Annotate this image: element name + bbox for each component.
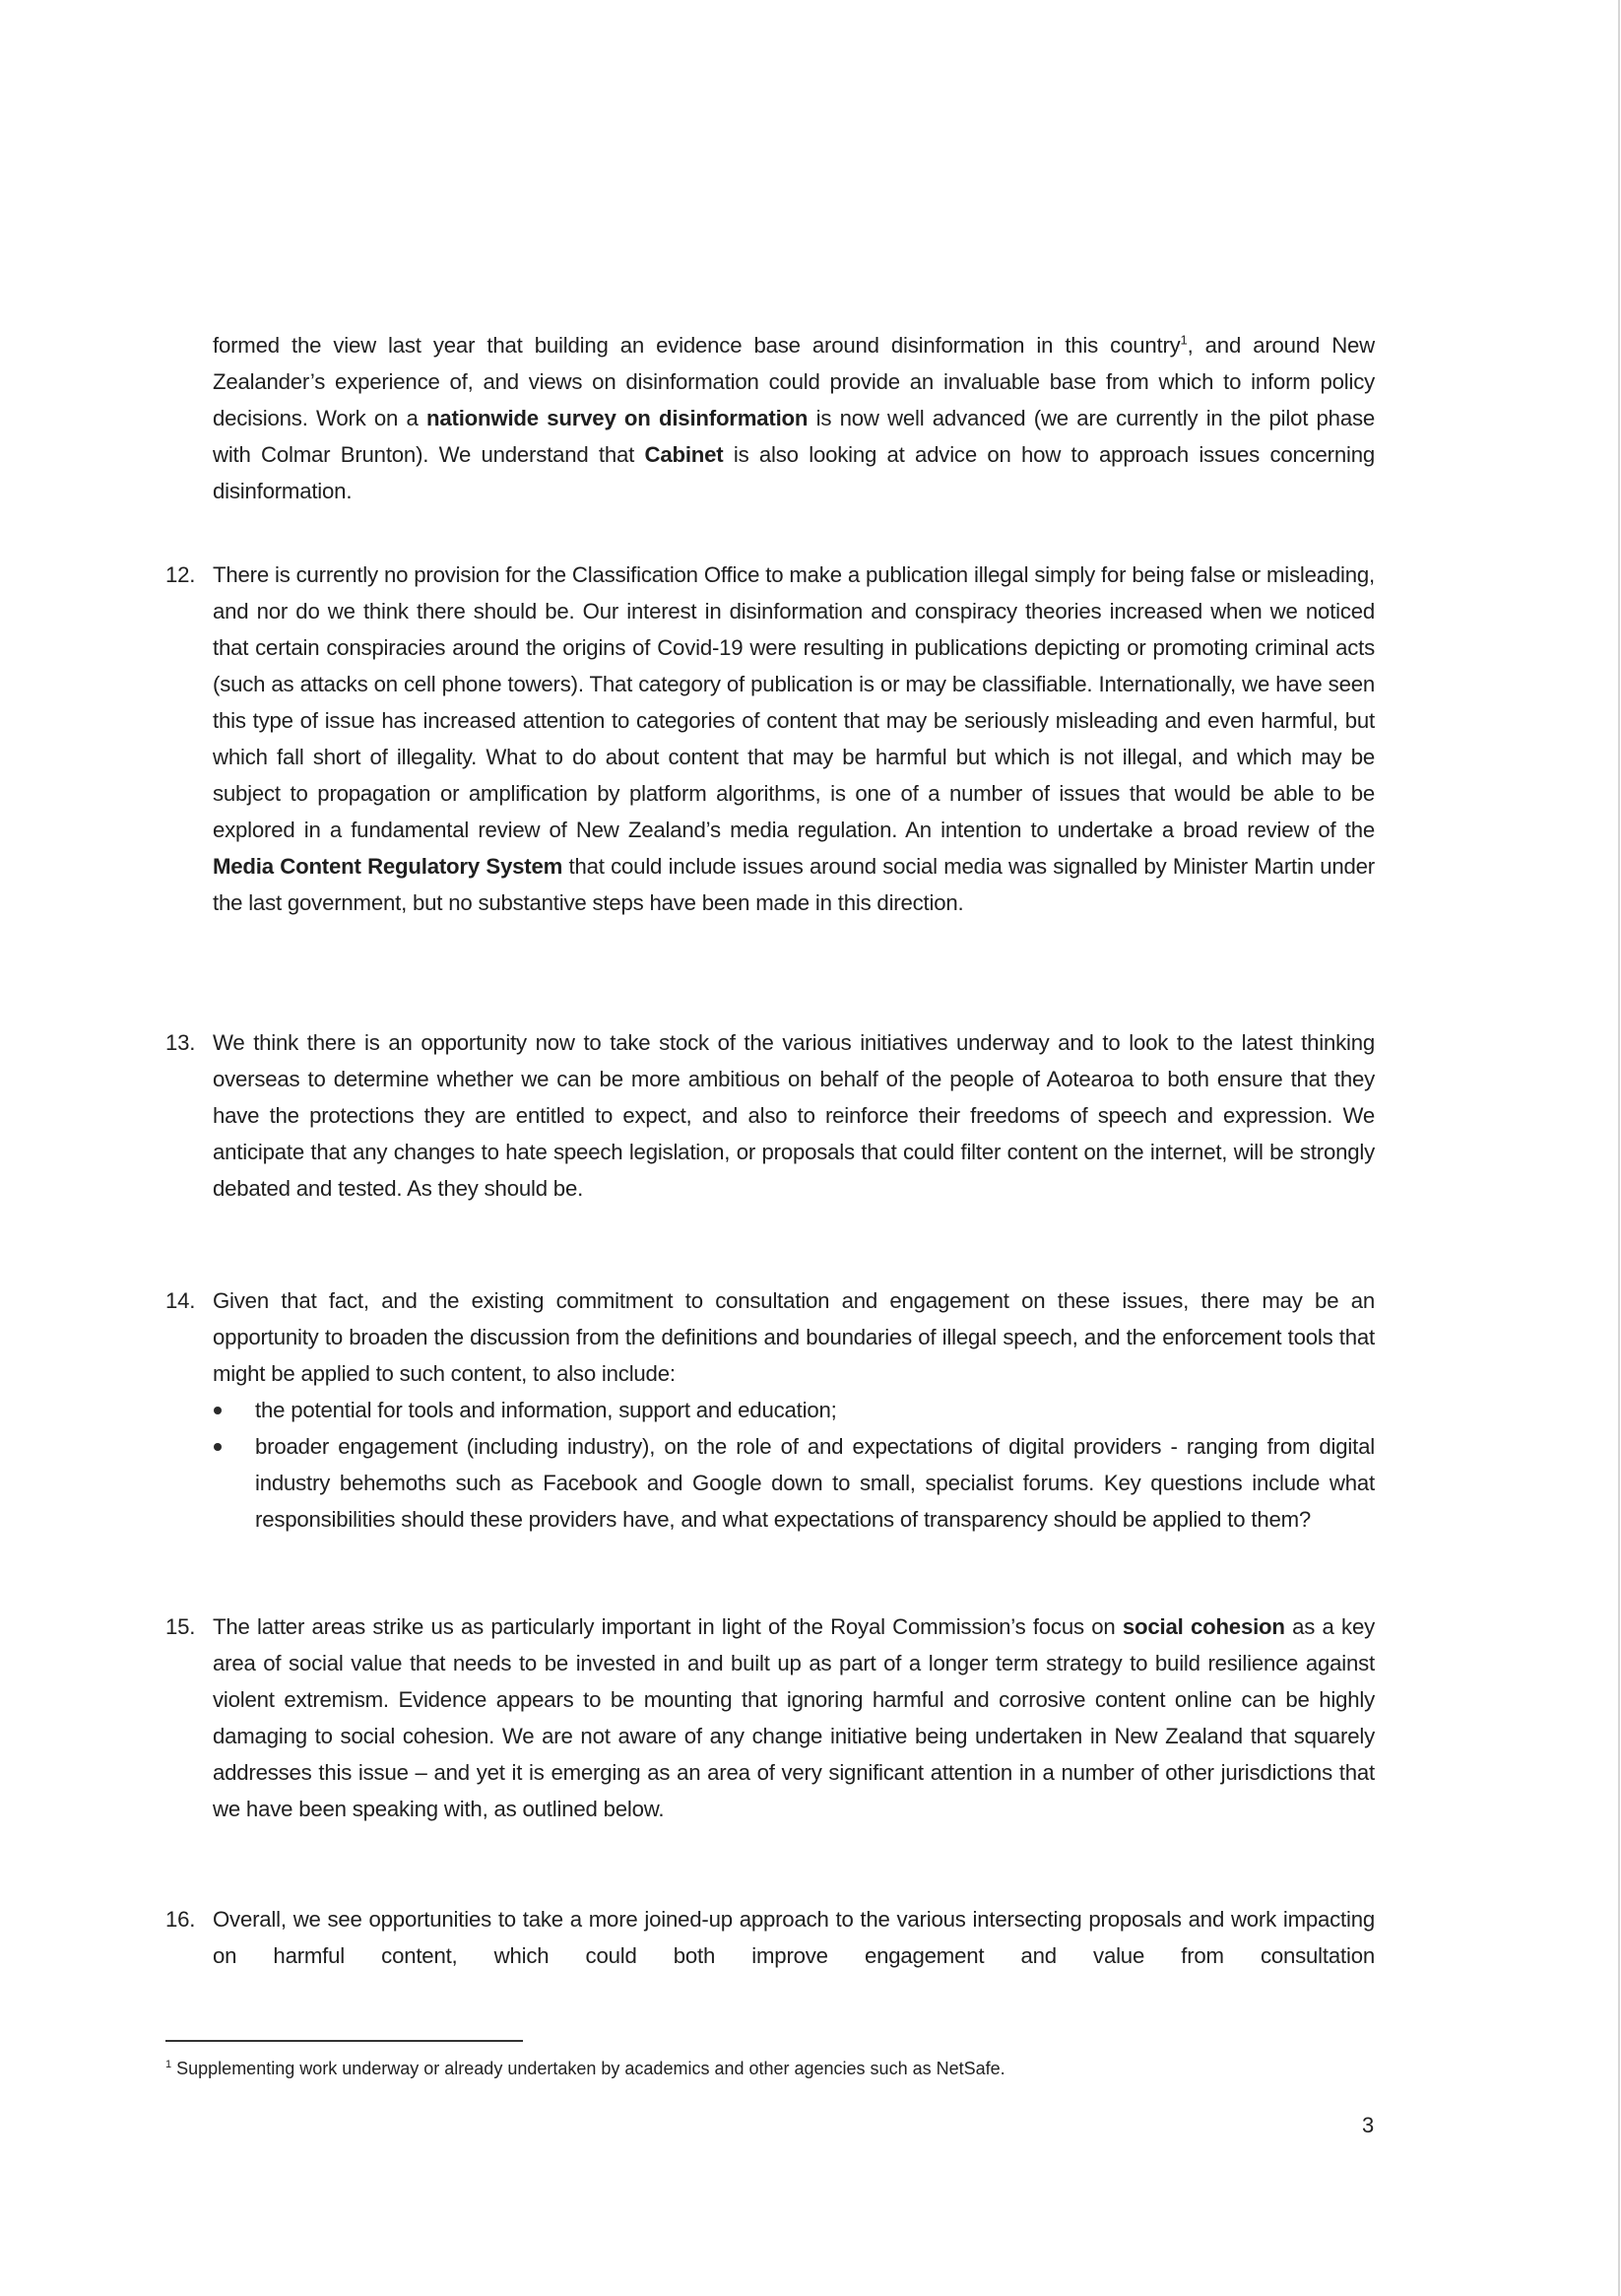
text-segment: , and around New Zealander’s experience of, and views on disinformation could provide an invaluable base from which to inform policy decisions. Work on a xyxy=(213,333,1375,430)
bullet-text: broader engagement (including industry), on the role of and expectations of digital providers - ranging from digital industry behemoths such as Facebook and Google down to small, specialist forums. Key questions include what responsibilities should these providers have, and what expectations of transparency should be applied to them? xyxy=(255,1434,1375,1532)
footnote-ref: 1 xyxy=(1180,332,1188,348)
text-segment: Given that fact, and the existing commitment to consultation and engagement on these issues, there may be an opportunity to broaden the discussion from the definitions and boundaries of illegal speech, and the enforcement tools that might be applied to such content, to also include: xyxy=(213,1288,1375,1386)
bold-term: Cabinet xyxy=(644,442,724,467)
paragraph-12 xyxy=(165,557,1375,921)
paragraph-number: 14. xyxy=(165,1288,196,1313)
bold-term: Media Content Regulatory System xyxy=(213,854,563,879)
footnote-separator xyxy=(165,2040,523,2042)
paragraph-14 xyxy=(165,1282,1375,1538)
paragraph-number: 16. xyxy=(165,1907,196,1932)
text-segment: We think there is an opportunity now to take stock of the various initiatives underway and to look to the latest thinking overseas to determine whether we can be more ambitious on behalf of the people of Aotearoa to both ensure that they have the protections they are entitled to expect, and also to reinforce their freedoms of speech and expression. We anticipate that any changes to hate speech legislation, or proposals that could filter content on the internet, will be strongly debated and tested. As they should be. xyxy=(213,1030,1375,1201)
paragraph-number: 15. xyxy=(165,1614,196,1639)
page-number: 3 xyxy=(1362,2113,1375,2137)
page-edge xyxy=(1618,0,1620,2296)
footnote-marker: 1 xyxy=(165,2059,172,2070)
paragraph-16 xyxy=(165,1901,1375,1974)
text-segment: formed the view last year that building an evidence base around disinformation in this country xyxy=(213,333,1181,358)
bullet-item xyxy=(213,1428,1375,1538)
text-segment: that could include issues around social media was signalled by Minister Martin under the last government, but no substantive steps have been made in this direction. xyxy=(213,854,1375,915)
text-segment: Overall, we see opportunities to take a more joined-up approach to the various intersecting proposals and work impacting on harmful content, which could both improve engagement and value from consultation xyxy=(213,1907,1375,1968)
text-segment: as a key area of social value that needs to be invested in and built up as part of a longer term strategy to build resilience against violent extremism. Evidence appears to be mounting that ignoring harmful and corrosive content online can be highly damaging to social cohesion. We are not aware of any change initiative being undertaken in New Zealand that squarely addresses this issue – and yet it is emerging as an area of very significant attention in a number of other jurisdictions that we have been speaking with, as outlined below. xyxy=(213,1614,1375,1821)
bullet-list xyxy=(213,1392,1375,1538)
bold-term: nationwide survey on disinformation xyxy=(426,406,809,430)
paragraph-15 xyxy=(165,1608,1375,1827)
text-segment: There is currently no provision for the Classification Office to make a publication illegal simply for being false or misleading, and nor do we think there should be. Our interest in disinformation and conspiracy theories increased when we noticed that certain conspiracies around the origins of Covid-19 were resulting in publications depicting or promoting criminal acts (such as attacks on cell phone towers). That category of publication is or may be classifiable. Internationally, we have seen this type of issue has increased attention to categories of content that may be seriously misleading and even harmful, but which fall short of illegality. What to do about content that may be harmful but which is not illegal, and which may be subject to propagation or amplification by platform algorithms, is one of a number of issues that would be able to be explored in a fundamental review of New Zealand’s media regulation. An intention to undertake a broad review of the xyxy=(213,562,1375,842)
paragraph-13 xyxy=(165,1024,1375,1207)
paragraph-number: 13. xyxy=(165,1030,196,1055)
bullet-icon xyxy=(214,1407,222,1414)
bold-term: social cohesion xyxy=(1122,1614,1285,1639)
text-segment: is also looking at advice on how to approach issues concerning disinformation. xyxy=(213,442,1375,503)
text-segment: The latter areas strike us as particularly important in light of the Royal Commission’s focus on xyxy=(213,1614,1123,1639)
footnote xyxy=(165,2057,1005,2080)
paragraph-11-continuation xyxy=(213,327,1375,509)
paragraph-number: 12. xyxy=(165,562,196,587)
text-segment: is now well advanced (we are currently in the pilot phase with Colmar Brunton). We understand that xyxy=(213,406,1375,467)
bullet-text: the potential for tools and information, support and education; xyxy=(255,1398,837,1422)
footnote-text: Supplementing work underway or already undertaken by academics and other agencies such as NetSafe. xyxy=(176,2059,1005,2078)
bullet-item xyxy=(213,1392,1375,1428)
bullet-icon xyxy=(214,1443,222,1451)
